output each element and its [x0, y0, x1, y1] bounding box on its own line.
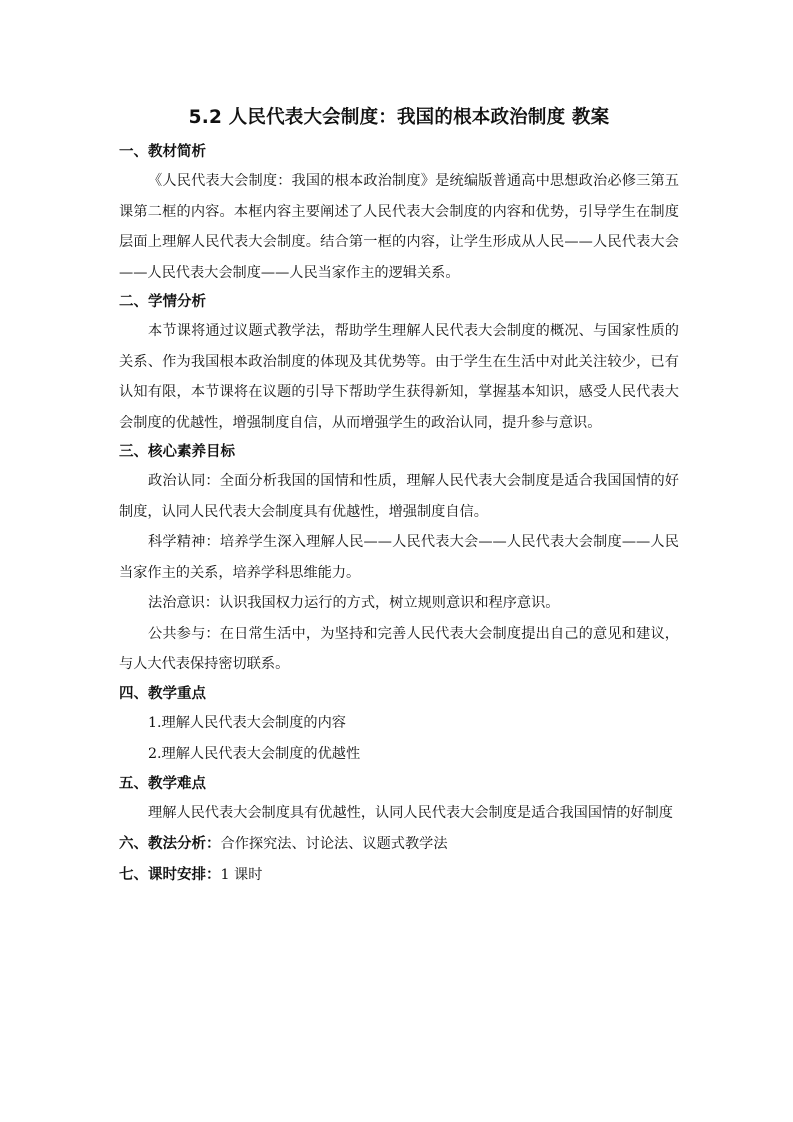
focus-item: 2.理解人民代表大会制度的优越性 — [148, 745, 361, 762]
body-paragraph: 本节课将通过议题式教学法，帮助学生理解人民代表大会制度的概况、与国家性质的关系、作为我国根本政治制度的体现及其优势等。由于学生在生活中对此关注较少，已有认知有限，本节课将在议题的引导下帮助学生获得新知，掌握基本知识，感受人民代表大会制度的优越性，增强制度自信，从而增强学生的政治认同，提升参与意识。 — [119, 323, 679, 431]
goal-rule-of-law: 法治意识：认识我国权力运行的方式，树立规则意识和程序意识。 — [148, 595, 560, 611]
class-hours-label: 七、课时安排： — [119, 867, 221, 883]
section-heading: 一、教材简析 — [119, 144, 206, 160]
section-heading: 二、学情分析 — [119, 294, 206, 310]
goal-scientific-spirit: 科学精神：培养学生深入理解人民——人民代表大会——人民代表大会制度——人民当家作主的关系，培养学科思维能力。 — [119, 534, 679, 581]
goal-public-participation: 公共参与：在日常生活中，为坚持和完善人民代表大会制度提出自己的意见和建议，与人大代表保持密切联系。 — [119, 625, 679, 672]
class-hours-row — [119, 859, 679, 890]
section-core-competency-goals — [119, 438, 679, 680]
teaching-methods-value: 合作探究法、讨论法、议题式教学法 — [220, 836, 448, 852]
teaching-methods-label: 六、教法分析： — [119, 836, 221, 852]
section-heading: 五、教学难点 — [119, 775, 206, 792]
teaching-methods-row — [119, 828, 679, 859]
section-teaching-focus — [119, 680, 679, 770]
section-learner-analysis — [119, 288, 679, 438]
section-textbook-analysis — [119, 138, 679, 288]
body-paragraph: 理解人民代表大会制度具有优越性，认同人民代表大会制度是适合我国国情的好制度 — [148, 804, 673, 821]
focus-item: 1.理解人民代表大会制度的内容 — [148, 714, 346, 731]
class-hours-value: 1 课时 — [220, 867, 263, 883]
document-title: 5.2 人民代表大会制度：我国的根本政治制度 教案 — [188, 107, 610, 128]
goal-political-identity: 政治认同：全面分析我国的国情和性质，理解人民代表大会制度是适合我国国情的好制度，认同人民代表大会制度具有优越性，增强制度自信。 — [119, 473, 679, 520]
body-paragraph: 《人民代表大会制度：我国的根本政治制度》是统编版普通高中思想政治必修三第五课第二框的内容。本框内容主要阐述了人民代表大会制度的内容和优势，引导学生在制度层面上理解人民代表大会制度。结合第一框的内容，让学生形成从人民——人民代表大会——人民代表大会制度——人民当家作主的逻辑关系。 — [119, 173, 679, 281]
section-heading: 三、核心素养目标 — [119, 444, 235, 460]
document-page — [119, 104, 679, 890]
section-teaching-difficulty — [119, 770, 679, 829]
section-heading: 四、教学重点 — [119, 685, 206, 702]
